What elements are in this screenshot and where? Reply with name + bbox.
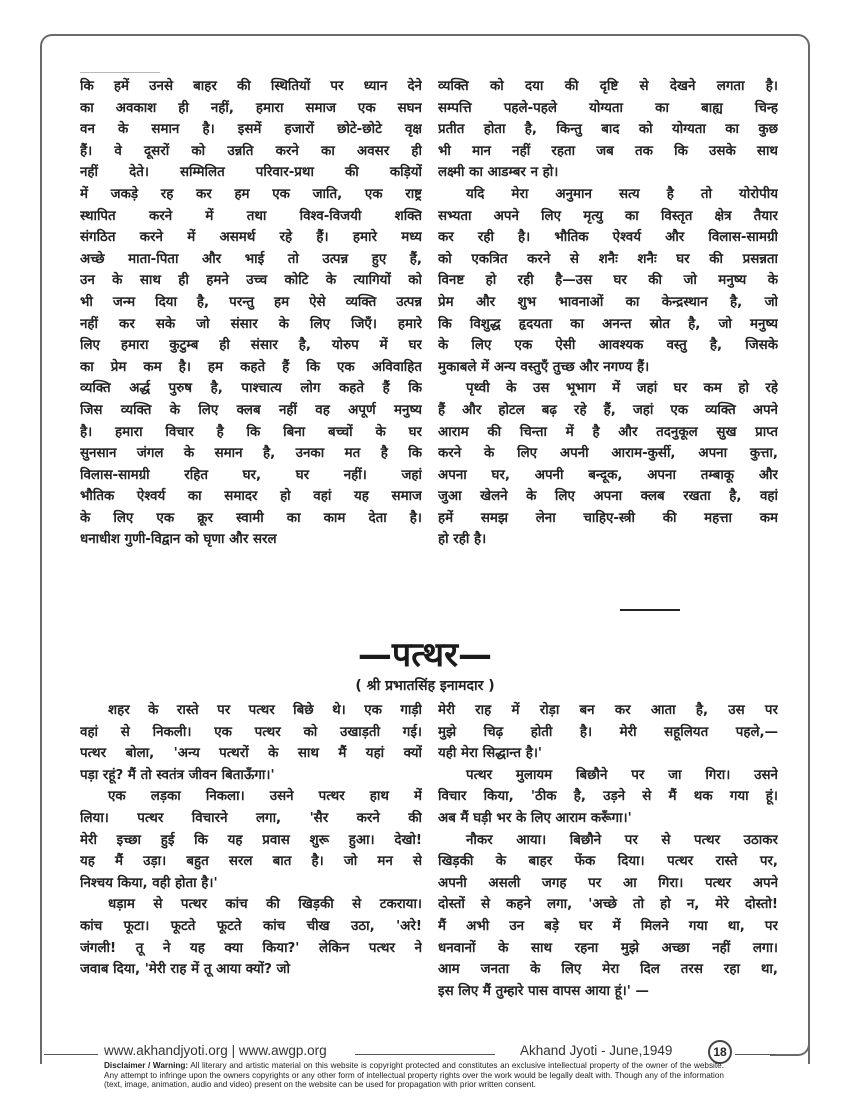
text-line: का अवकाश ही नहीं, हमारा समाज एक सघन: [80, 100, 422, 116]
page-number-badge: 18: [708, 1040, 732, 1064]
paragraph: [438, 700, 778, 765]
publication-issue: Akhand Jyoti - June,1949: [520, 1043, 673, 1058]
text-line: अपनी असली जगह पर आ गिरा। पत्थर अपने: [438, 875, 778, 891]
text-line: हैं और होटल बढ़ रहे हैं, जहां एक व्यक्ति अपने: [438, 402, 778, 418]
article-author: ( श्री प्रभातसिंह इनामदार ): [355, 678, 495, 694]
footer-links: [104, 1043, 327, 1058]
footer-rule: [735, 1054, 775, 1055]
text-line: उन के साथ ही हमने उच्च कोटि के त्यागियों को: [80, 273, 422, 289]
text-line: करने के लिए अपनी आराम-कुर्सी, अपना कुत्ता,: [438, 446, 778, 462]
text-line: कांच फूटा। फूटते फूटते कांच चीख उठा, 'अरे!: [80, 918, 422, 934]
text-line: जिस व्यक्ति के लिए क्लब नहीं वह अपूर्ण मनुष्य: [80, 402, 422, 418]
footer-rule: [355, 1054, 495, 1055]
text-line: पड़ा रहूं? मैं तो स्वतंत्र जीवन बिताऊँगा।': [80, 767, 275, 783]
text-line: जंगली! तू ने यह क्या किया?' लेकिन पत्थर ने: [80, 940, 422, 956]
text-line: नौकर आया। बिछौने पर से पत्थर उठाकर: [466, 832, 778, 848]
text-line: व्यक्ति अर्द्ध पुरुष है, पाश्चात्य लोग कहते हैं कि: [80, 381, 422, 397]
text-line: विचार किया, 'ठीक है, उड़ने से मैं थक गया हूं।: [438, 789, 778, 805]
text-line: का प्रेम कम है। हम कहते हैं कि एक अविवाहित: [80, 359, 422, 375]
text-line: यदि मेरा अनुमान सत्य है तो योरोपीय: [466, 186, 778, 202]
text-line: यही मेरा सिद्धान्त है।': [438, 746, 543, 762]
text-line: भी मान नहीं रहता जब तक कि उसके साथ: [438, 143, 778, 159]
paragraph: [80, 894, 422, 980]
text-line: दोस्तों से कहने लगा, 'अच्छे तो हो न, मेरे दोस्तो!: [438, 897, 778, 913]
text-line: जुआ खेलने के लिए अपना क्लब रखता है, वहां: [438, 489, 778, 505]
text-line: खिड़की के बाहर फेंक दिया। पत्थर रास्ते पर,: [438, 854, 778, 870]
text-line: अच्छे माता-पिता और भाई तो उत्पन्न हुए हैं,: [80, 251, 422, 267]
text-line: धड़ाम से पत्थर कांच की खिड़की से टकराया।: [108, 897, 422, 913]
text-line: प्रेम और शुभ भावनाओं का केन्द्रस्थान है, जो: [438, 294, 778, 310]
text-line: कि हमें उनसे बाहर की स्थितियों पर ध्यान देने: [80, 79, 422, 94]
text-line: व्यक्ति को दया की दृष्टि से देखने लगता है।: [438, 79, 778, 94]
text-line: स्थापित करने में तथा विश्व-विजयी शक्ति: [80, 208, 422, 224]
text-line: संगठित करने में असमर्थ रहे हैं। हमारे मध्य: [80, 230, 422, 246]
footer-rule: [44, 1054, 98, 1055]
text-line: वन के समान है। इसमें हजारों छोटे-छोटे वृक्ष: [80, 122, 422, 138]
text-line: में जकड़े रह कर हम एक जाति, एक राष्ट्र: [80, 186, 422, 202]
paragraph: [438, 378, 778, 551]
page-border-bottom-left: [40, 1030, 50, 1056]
paragraph: [438, 830, 778, 1003]
text-line: मेरी राह में रोड़ा बन कर आता है, उस पर: [438, 703, 778, 718]
article-title: —पत्थर—: [357, 635, 493, 675]
text-line: सम्पत्ति पहले-पहले योग्यता का बाह्य चिन्ह: [438, 100, 778, 116]
akhandjyoti-link[interactable]: www.akhandjyoti.org: [104, 1043, 228, 1058]
disclaimer-text: All literary and artistic material on this website is copyright protected and constitutes an exclusive intellectual property of the owner of the website. Any attempt to infringe upon the owners copyrights or any other form of intellectual property rights over the work would be legally dealt with. Though any of the information (text, image, animation, audio and video) present on the website can be used for propagation with prior written consent.: [104, 1061, 724, 1090]
text-line: मुकाबले में अन्य वस्तुएँ तुच्छ और नगण्य हैं।: [438, 359, 650, 375]
text-line: धनाधीश गुणी-विद्वान को घृणा और सरल: [80, 532, 277, 548]
awgp-link[interactable]: www.awgp.org: [238, 1043, 327, 1058]
text-line: मुझे चिढ़ होती है। मेरी सहूलियत पहले,—: [438, 724, 778, 740]
text-line: लिया। पत्थर विचारने लगा, 'सैर करने की: [80, 810, 422, 826]
text-line: आम जनता के लिए मेरा दिल तरस रहा था,: [438, 962, 778, 978]
text-line: नहीं देते। सम्मिलित परिवार-प्रथा की कड़ियों: [80, 165, 422, 181]
text-line: प्रतीत होता है, किन्तु बाद को योग्यता का कुछ: [438, 122, 778, 138]
link-separator: |: [231, 1043, 236, 1058]
text-line: नहीं कर सके जो संसार के लिए जिएँ। हमारे: [80, 316, 422, 332]
page-border-bottom-right: [770, 1030, 810, 1056]
paragraph: [80, 76, 422, 551]
previous-article-right-column: [438, 76, 778, 551]
text-line: लक्ष्मी का आडम्बर न हो।: [438, 165, 559, 181]
paragraph: [80, 700, 422, 786]
text-line: भी जन्म दिया है, परन्तु हम ऐसे व्यक्ति उत्पन्न: [80, 294, 422, 310]
text-line: के लिए एक ऐसी आवश्यक वस्तु है, जिसके: [438, 338, 778, 354]
text-line: वहां से निकली। एक पत्थर को उखाड़ती गई।: [80, 724, 422, 740]
text-line: हैं। वे दूसरों को उन्नति करने का अवसर ही: [80, 143, 422, 159]
article-right-column: [438, 700, 778, 1002]
text-line: धनवानों के साथ रहना मुझे अच्छा नहीं लगा।: [438, 940, 778, 956]
text-line: सुनसान जंगल के समान है, उनका मत है कि: [80, 446, 422, 462]
text-line: को एकत्रित करने से शनैः शनैः घर की प्रसन्नता: [438, 251, 778, 267]
paragraph: [438, 765, 778, 830]
text-line: के लिए एक क्रूर स्वामी का काम देता है।: [80, 510, 422, 526]
article-left-column: [80, 700, 422, 981]
paragraph: [80, 786, 422, 894]
text-line: जवाब दिया, 'मेरी राह में तू आया क्यों? जो: [80, 962, 290, 978]
disclaimer: [104, 1061, 724, 1090]
text-line: विलास-सामग्री रहित घर, घर नहीं। जहां: [80, 467, 422, 483]
text-line: इस लिए मैं तुम्हारे पास वापस आया हूं।' —: [438, 983, 649, 999]
text-line: लिए हमारा कुटुम्ब ही संसार है, योरुप में घर: [80, 338, 422, 354]
text-line: एक लड़का निकला। उसने पत्थर हाथ में: [108, 789, 422, 805]
paragraph: [438, 76, 778, 184]
article-end-rule: [620, 609, 680, 611]
text-line: शहर के रास्ते पर पत्थर बिछे थे। एक गाड़ी: [108, 703, 422, 718]
text-line: पृथ्वी के उस भूभाग में जहां घर कम हो रहे: [466, 381, 778, 397]
text-line: है। हमारा विचार है कि बिना बच्चों के घर: [80, 424, 422, 440]
previous-article-left-column: [80, 76, 422, 551]
text-line: मैं अभी उन बड़े घर में मिलने गया था, पर: [438, 918, 778, 934]
text-line: पत्थर मुलायम बिछौने पर जा गिरा। उसने: [466, 767, 778, 783]
text-line: हमें समझ लेना चाहिए-स्त्री की महत्ता कम: [438, 510, 778, 526]
text-line: निश्चय किया, वही होता है।': [80, 875, 218, 891]
text-line: अपना घर, अपनी बन्दूक, अपना तम्बाकू और: [438, 467, 778, 483]
text-line: अब मैं घड़ी भर के लिए आराम करूँगा।': [438, 810, 632, 826]
text-line: मेरी इच्छा हुई कि यह प्रवास शुरू हुआ। देखो!: [80, 832, 422, 848]
text-line: पत्थर बोला, 'अन्य पत्थरों के साथ मैं यहां क्यों: [80, 746, 422, 762]
text-line: भौतिक ऐश्वर्य का समादर हो वहां यह समाज: [80, 489, 422, 505]
text-line: कि विशुद्ध हृदयता का अनन्त स्रोत है, जो मनुष्य: [438, 316, 778, 332]
disclaimer-label: Disclaimer / Warning:: [104, 1061, 189, 1070]
text-line: कर रही है। भौतिक ऐश्वर्य और विलास-सामग्री: [438, 230, 778, 246]
scan-artifact: [80, 72, 160, 73]
text-line: आराम की चिन्ता में है और तदनुकूल सुख प्राप्त: [438, 424, 778, 440]
paragraph: [438, 184, 778, 378]
text-line: सभ्यता अपने लिए मृत्यु का विस्तृत क्षेत्र तैयार: [438, 208, 778, 224]
text-line: हो रही है।: [438, 532, 487, 548]
text-line: यह मैं उड़ा। बहुत सरल बात है। जो मन से: [80, 854, 422, 870]
text-line: विनष्ट हो रही है—उस घर की जो मनुष्य के: [438, 273, 778, 289]
